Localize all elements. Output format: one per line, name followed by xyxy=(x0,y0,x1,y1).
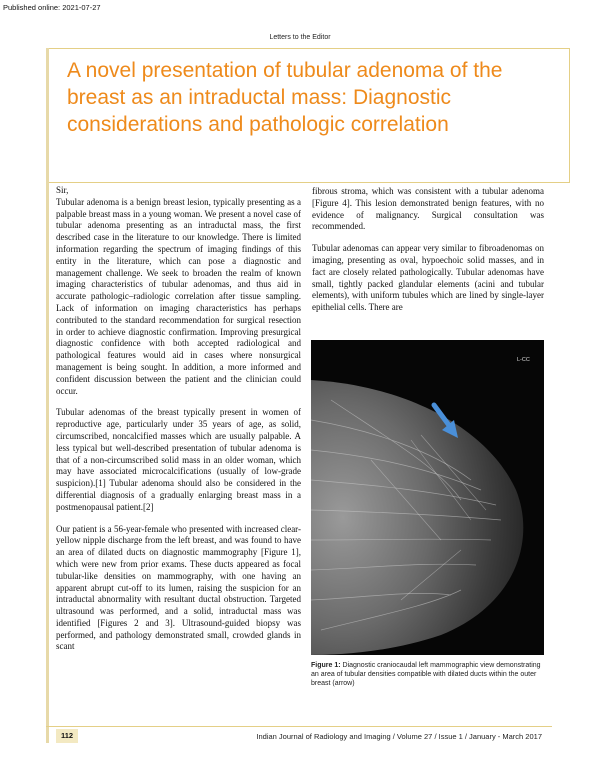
figure-caption xyxy=(311,661,544,688)
mammogram-image xyxy=(311,340,544,655)
published-date: Published online: 2021-07-27 xyxy=(3,3,101,12)
footer-rule xyxy=(46,726,552,727)
caption-label: Figure 1: xyxy=(311,662,341,669)
right-column xyxy=(312,186,544,324)
salutation: Sir, xyxy=(56,185,69,195)
paragraph: fibrous stroma, which was consistent with a tubular adenoma [Figure 4]. This lesion demonstrated benign features, with no evidence of malignancy. Surgical consultation was recommended. xyxy=(312,186,544,232)
left-column xyxy=(56,185,301,663)
caption-text: Diagnostic craniocaudal left mammographic view demonstrating an area of tubular densities compatible with dilated ducts within the outer breast (arrow) xyxy=(311,662,541,687)
article-title: A novel presentation of tubular adenoma of the breast as an intraductal mass: Diagnostic considerations and pathologic correlation xyxy=(67,59,503,136)
section-header: Letters to the Editor xyxy=(269,34,331,41)
journal-footer: Indian Journal of Radiology and Imaging / Volume 27 / Issue 1 / January - March 2017 xyxy=(256,732,542,741)
paragraph: Tubular adenomas of the breast typically present in women of reproductive age, particularly under 35 years of age, as solid, circumscribed, noncalcified masses which are usually palpable. A less typical but well-described presentation of tubular adenoma is that of a non-circumscribed solid mass in an older woman, which may have associated microcalcifications (usually of low-grade suspicion).[1] Tubular adenoma should also be considered in the differential diagnosis of a gradually enlarging breast mass in a postmenopausal patient.[2] xyxy=(56,407,301,512)
paragraph: Tubular adenoma is a benign breast lesion, typically presenting as a palpable breast mass in a young woman. We present a novel case of tubular adenoma presenting as an intraductal mass, the first described case in the literature to our knowledge. There is limited information regarding the spectrum of imaging findings of this entity in the literature, which can pose a diagnostic and management challenge. We seek to broaden the realm of known imaging characteristics of tubular adenomas, and thus aid in accurate pathologic–radiologic correlation after tissue sampling. Lack of information on imaging characteristics has perhaps contributed to the standard recommendation for surgical resection in order to achieve diagnostic confirmation. Improving presurgical diagnostic confidence with both accepted radiological and pathological features would aid in cases where nonsurgical management is being sought. In addition, a more informed and confident discussion between the patient and the clinician could occur. xyxy=(56,196,301,396)
mammogram-figure xyxy=(311,340,544,655)
view-marker: L-CC xyxy=(517,357,530,363)
paragraph: Tubular adenomas can appear very similar to fibroadenomas on imaging, presenting as oval, hypoechoic solid masses, and in fact are closely related pathologically. Tubular adenomas have small, tightly packed glandular elements (acini and tubular elements), with uniform tubules which are lined by single-layer epithelial cells. There are xyxy=(312,243,544,313)
page-number: 112 xyxy=(56,729,78,743)
paragraph: Our patient is a 56-year-female who presented with increased clear-yellow nipple discharge from the left breast, and was found to have an area of dilated ducts on diagnostic mammography [Figure 1], which were new from prior exams. These ducts appeared as focal tubular-like densities on mammography, with one having an apparent abrupt cut-off to its lumen, raising the suspicion for an intraductal abnormality with resultant ductal obstruction. Targeted ultrasound was performed, and a solid, intraductal mass was identified [Figures 2 and 3]. Ultrasound-guided biopsy was performed, and pathology demonstrated small, crowded glands in scant xyxy=(56,523,301,652)
